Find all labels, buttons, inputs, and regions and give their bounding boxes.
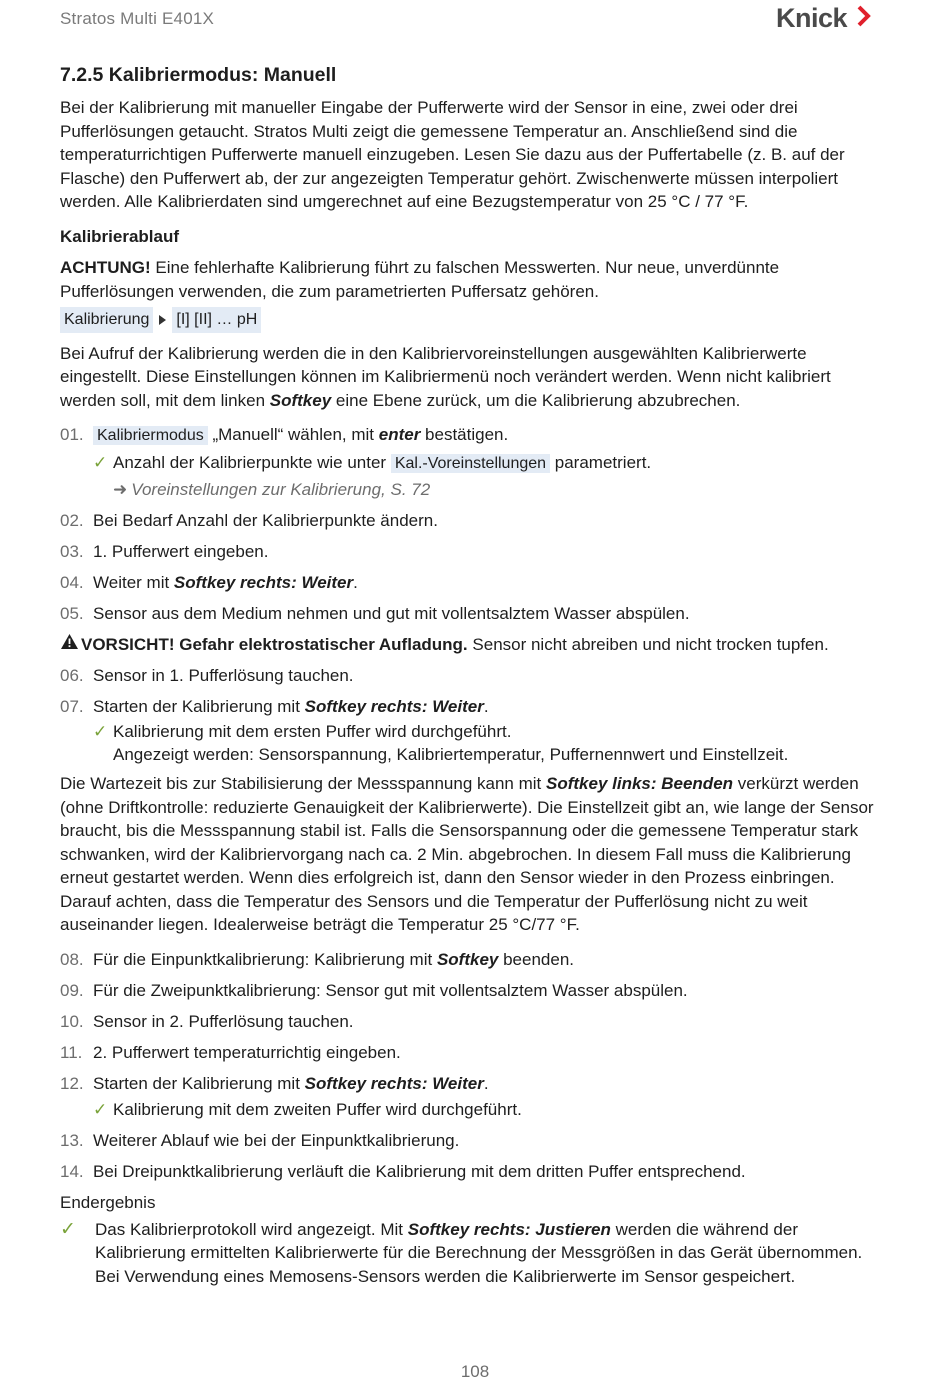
step-02 [60,509,890,533]
check-icon: ✓ [60,1218,76,1240]
key-term: Softkey rechts: Justieren [407,1219,611,1239]
text: Starten der Kalibrierung mit [93,1073,305,1093]
step-number: 11. [60,1042,83,1062]
step-number: 13. [60,1131,84,1150]
step-text: Bei Bedarf Anzahl der Kalibrierpunkte ändern. [93,511,438,530]
text: Das Kalibrierprotokoll wird angezeigt. Mit [95,1219,408,1239]
brand-logo [776,3,871,34]
cross-reference-link[interactable] [113,478,890,502]
check-text [113,720,788,767]
text: verkürzt werden (ohne Driftkontrolle: reduzierte Genauigkeit der Kalibrierwerte). Die Einstellzeit gibt an, wie lange der Sensor braucht, bis die Messspannung stabil ist. Falls die Sensorspannung oder die gemessene Temperatur stark schwanken, wird der Kalibriervorgang nach ca. 2 Min. abgebrochen. In diesem Fall muss die Kalibrierung erneut gestartet werden. Wenn dies erfolgreich ist, dann den Sensor wieder in den Prozess einbringen. Darauf achten, dass die Temperatur des Sensors und die Temperatur der Pufferlösung nicht zu weit auseinander liegen. Idealerweise beträgt die Temperatur 25 °C/77 °F. [60,774,874,934]
step-number: 14. [60,1162,84,1181]
step-12 [60,1072,890,1122]
check-text [113,451,651,476]
result-heading: Endergebnis [60,1193,156,1212]
text: bestätigen. [420,425,509,444]
step-04 [60,571,890,595]
text: werden die während der Kalibrierung ermittelten Kalibrierwerte für die Berechnung der Messgrößen in das Gerät übernommen. Bei Verwendung eines Memosens-Sensors werden die Kalibrierwerte im Sensor gespeichert. [95,1219,863,1286]
paragraph-calibration-call [60,342,890,413]
arrow-right-icon: ➜ [113,480,128,499]
check-icon: ✓ [93,1100,108,1119]
step-text: Sensor aus dem Medium nehmen und gut mit vollentsalztem Wasser abspülen. [93,604,690,623]
step-text [93,1072,890,1096]
step-number: 01. [60,425,84,444]
text: . [353,573,358,592]
document-header-title: Stratos Multi E401X [60,9,215,28]
result-text [95,1218,890,1289]
step-08 [60,948,890,972]
subheading: Kalibrierablauf [60,226,180,246]
menu-item-highlight: Kal.-Voreinstellungen [391,454,550,473]
warning-text [81,633,829,657]
text: Sensor nicht abreiben und nicht trocken tupfen. [467,635,829,654]
step-number: 10. [60,1011,84,1031]
caution-note [60,256,890,303]
step-number: 02. [60,511,84,530]
step-number: 09. [60,980,84,1000]
step-text: 2. Pufferwert temperaturrichtig eingeben. [93,1042,401,1062]
step-text: 1. Pufferwert eingeben. [93,542,269,561]
page-number: 108 [460,1362,490,1381]
chevron-right-icon [857,5,871,32]
text: beenden. [498,949,575,969]
text: Angezeigt werden: Sensorspannung, Kalibriertemperatur, Puffernennwert und Einstellzeit. [113,745,789,764]
step-06 [60,664,890,688]
text: . [483,1073,489,1093]
menu-path-item: Kalibrierung [60,307,153,333]
step-body [93,695,890,767]
text: Weiter mit [93,573,174,592]
text: Die Wartezeit bis zur Stabilisierung der Messspannung kann mit [60,774,546,793]
check-line [93,720,890,767]
caution-text: Eine fehlerhafte Kalibrierung führt zu falschen Messwerten. Nur neue, unverdünnte Pufferlösungen verwenden, die zum parametrierten Puffersatz gehören. [60,258,780,301]
triangle-right-icon [159,315,166,325]
key-term: Softkey links: Beenden [545,774,734,793]
step-number: 05. [60,604,84,623]
key-term: enter [378,425,421,444]
step-text: Weiterer Ablauf wie bei der Einpunktkalibrierung. [93,1131,460,1150]
step-13 [60,1129,890,1153]
key-term: Softkey rechts: Weiter [173,573,354,592]
step-05 [60,602,890,626]
caution-label: ACHTUNG! [60,258,151,277]
warning-triangle-icon [60,633,79,657]
reference-text: Voreinstellungen zur Kalibrierung, S. 72 [131,480,431,499]
step-number: 08. [60,949,84,969]
paragraph-waiting-time [60,772,890,937]
step-03 [60,540,890,564]
step-11 [60,1041,890,1065]
step-number: 07. [60,697,84,716]
text: Anzahl der Kalibrierpunkte wie unter [113,452,391,472]
menu-path [60,307,890,333]
text: Für die Einpunktkalibrierung: Kalibrierung mit [93,949,437,969]
step-number: 04. [60,573,84,592]
step-01 [60,423,890,502]
key-term: Softkey rechts: Weiter [304,1073,484,1093]
text: . [483,697,489,716]
step-07 [60,695,890,767]
text: Kalibrierung mit dem ersten Puffer wird durchgeführt. [113,721,512,741]
step-text [93,948,890,972]
step-14 [60,1160,890,1184]
step-text [93,423,890,448]
step-10 [60,1010,890,1034]
check-icon: ✓ [93,721,108,741]
text: „Manuell“ wählen, mit [207,425,379,444]
step-number: 06. [60,666,84,685]
key-term: Softkey rechts: Weiter [304,697,484,716]
check-line [93,451,890,476]
text: eine Ebene zurück, um die Kalibrierung abzubrechen. [331,390,741,410]
warning-note [60,633,890,657]
step-09 [60,979,890,1003]
step-body [93,1072,890,1122]
result-block [60,1218,890,1289]
menu-item-highlight: Kalibriermodus [93,426,208,445]
check-line [93,1098,890,1122]
intro-paragraph: Bei der Kalibrierung mit manueller Eingabe der Pufferwerte wird der Sensor in eine, zwei oder drei Pufferlösungen getaucht. Stratos Multi zeigt die gemessene Temperatur an. Anschließend sind die temperaturrichtigen Pufferwerte manuell einzugeben. Lesen Sie dazu aus der Puffertabelle (z. B. auf der Flasche) den Pufferwert ab, der zur angezeigten Temperatur gehört. Zwischenwerte müssen interpoliert werden. Alle Kalibrierdaten sind umgerechnet auf eine Bezugstemperatur von 25 °C / 77 °F. [60,98,845,211]
step-text: Für die Zweipunktkalibrierung: Sensor gut mit vollentsalztem Wasser abspülen. [93,980,688,1000]
step-text: Sensor in 1. Pufferlösung tauchen. [93,666,354,685]
step-text: Bei Dreipunktkalibrierung verläuft die Kalibrierung mit dem dritten Puffer entsprechend. [93,1162,746,1181]
section-title: 7.2.5 Kalibriermodus: Manuell [60,64,337,86]
step-text: Sensor in 2. Pufferlösung tauchen. [93,1011,354,1031]
key-term: Softkey [436,949,499,969]
step-body [93,423,890,502]
logo-wordmark: Knick [776,3,848,33]
step-number: 12. [60,1073,84,1093]
text: Bei Aufruf der Kalibrierung werden die in den Kalibriervoreinstellungen ausgewählten Kalibrierwerte eingestellt. Diese Einstellungen können im Kalibriermenü noch verändert werden. Wenn nicht kalibriert werden soll, mit dem linken [60,343,831,410]
step-text [93,695,890,719]
menu-path-item: [I] [II] … pH [172,307,261,333]
step-number: 03. [60,542,84,561]
step-text [93,571,890,595]
check-text: Kalibrierung mit dem zweiten Puffer wird durchgeführt. [113,1100,522,1119]
text: parametriert. [550,452,652,472]
text: Starten der Kalibrierung mit [93,697,305,716]
page-content [60,60,890,1288]
check-icon: ✓ [93,452,108,472]
warning-label: VORSICHT! Gefahr elektrostatischer Aufladung. [81,635,468,654]
softkey-term: Softkey [269,390,332,410]
